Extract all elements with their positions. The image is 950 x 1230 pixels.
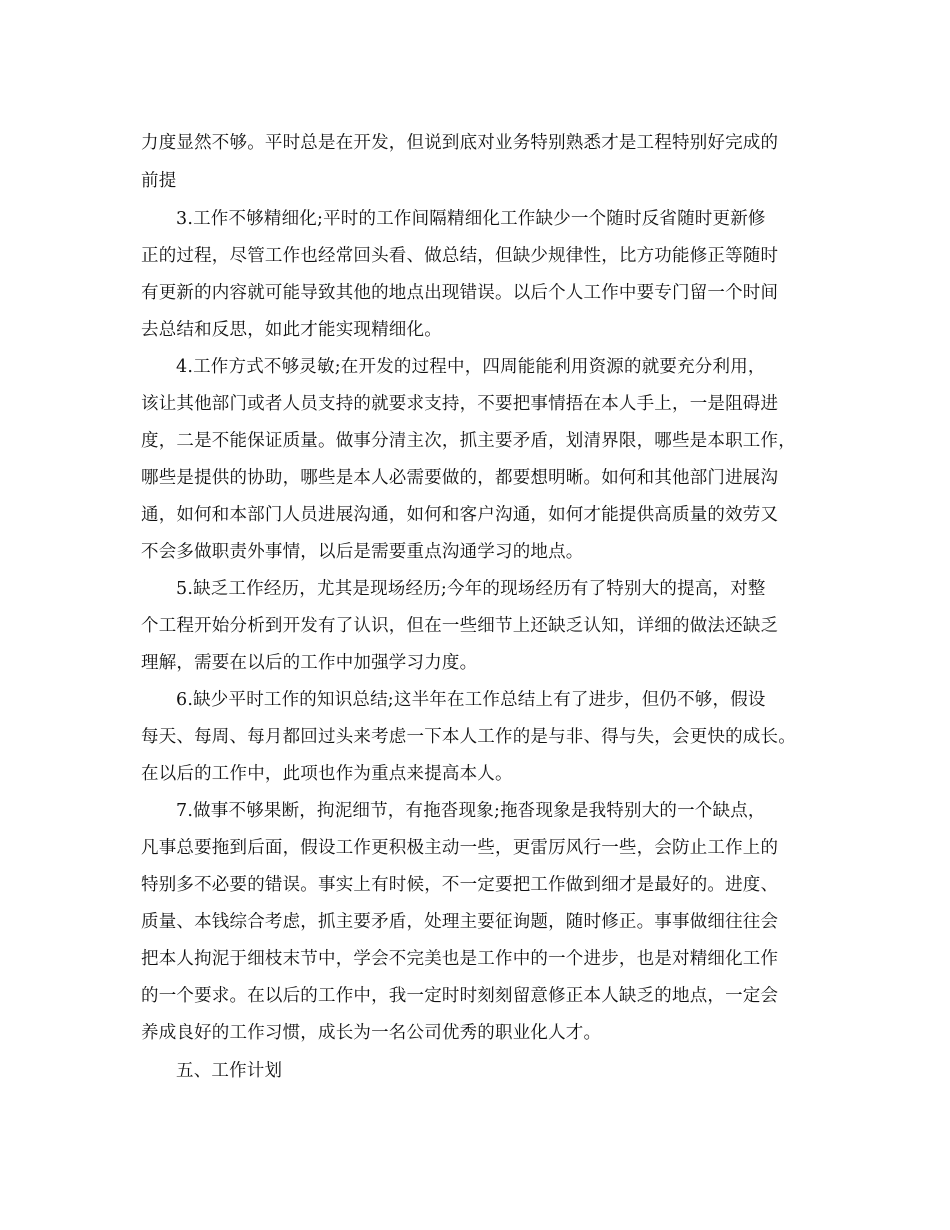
text-line: 每天、每周、每月都回过头来考虑一下本人工作的是与非、得与失，会更快的成长。 [141,727,796,747]
text-line: 在以后的工作中，此项也作为重点来提高本人。 [141,764,513,784]
text-line: 前提 [141,171,177,191]
text-line: 凡事总要拖到后面，假设工作更积极主动一些，更雷厉风行一些，会防止工作上的 [141,838,779,858]
paragraph-4-start: 4.工作方式不够灵敏;在开发的过程中，四周能能利用资源的就要充分利用， [176,357,766,377]
paragraph-3-start: 3.工作不够精细化;平时的工作间隔精细化工作缺少一个随时反省随时更新修 [176,209,766,229]
text-line: 质量、本钱综合考虑，抓主要矛盾，处理主要征询题，随时修正。事事做细往往会 [141,912,779,932]
text-line: 特别多不必要的错误。事实上有时候，不一定要把工作做到细才是最好的。进度、 [141,875,779,895]
text-line: 度，二是不能保证质量。做事分清主次，抓主要矛盾，划清界限，哪些是本职工作， [141,431,796,451]
text-line: 不会多做职责外事情，以后是需要重点沟通学习的地点。 [141,542,584,562]
text-line: 去总结和反思，如此才能实现精细化。 [141,320,442,340]
text-line: 正的过程，尽管工作也经常回头看、做总结，但缺少规律性，比方功能修正等随时 [141,246,779,266]
section-heading-work-plan: 五、工作计划 [176,1061,283,1081]
text-line: 力度显然不够。平时总是在开发，但说到底对业务特别熟悉才是工程特别好完成的 [141,133,779,153]
paragraph-7-start: 7.做事不够果断，拘泥细节，有拖沓现象;拖沓现象是我特别大的一个缺点， [176,801,766,821]
text-line: 养成良好的工作习惯，成长为一名公司优秀的职业化人才。 [141,1023,602,1043]
text-line: 个工程开始分析到开发有了认识，但在一些细节上还缺乏认知，详细的做法还缺乏 [141,616,779,636]
text-line: 哪些是提供的协助，哪些是本人必需要做的，都要想明晰。如何和其他部门进展沟 [141,468,779,488]
paragraph-5-start: 5.缺乏工作经历，尤其是现场经历;今年的现场经历有了特别大的提高，对整 [176,579,766,599]
text-line: 该让其他部门或者人员支持的就要求支持，不要把事情捂在本人手上，一是阻碍进 [141,394,779,414]
text-line: 理解，需要在以后的工作中加强学习力度。 [141,653,478,673]
text-line: 有更新的内容就可能导致其他的地点出现错误。以后个人工作中要专门留一个时间 [141,283,779,303]
text-line: 通，如何和本部门人员进展沟通，如何和客户沟通，如何才能提供高质量的效劳又 [141,505,779,525]
paragraph-6-start: 6.缺少平时工作的知识总结;这半年在工作总结上有了进步，但仍不够，假设 [176,690,766,710]
text-line: 把本人拘泥于细枝末节中，学会不完美也是工作中的一个进步，也是对精细化工作 [141,949,779,969]
text-line: 的一个要求。在以后的工作中，我一定时时刻刻留意修正本人缺乏的地点，一定会 [141,986,779,1006]
